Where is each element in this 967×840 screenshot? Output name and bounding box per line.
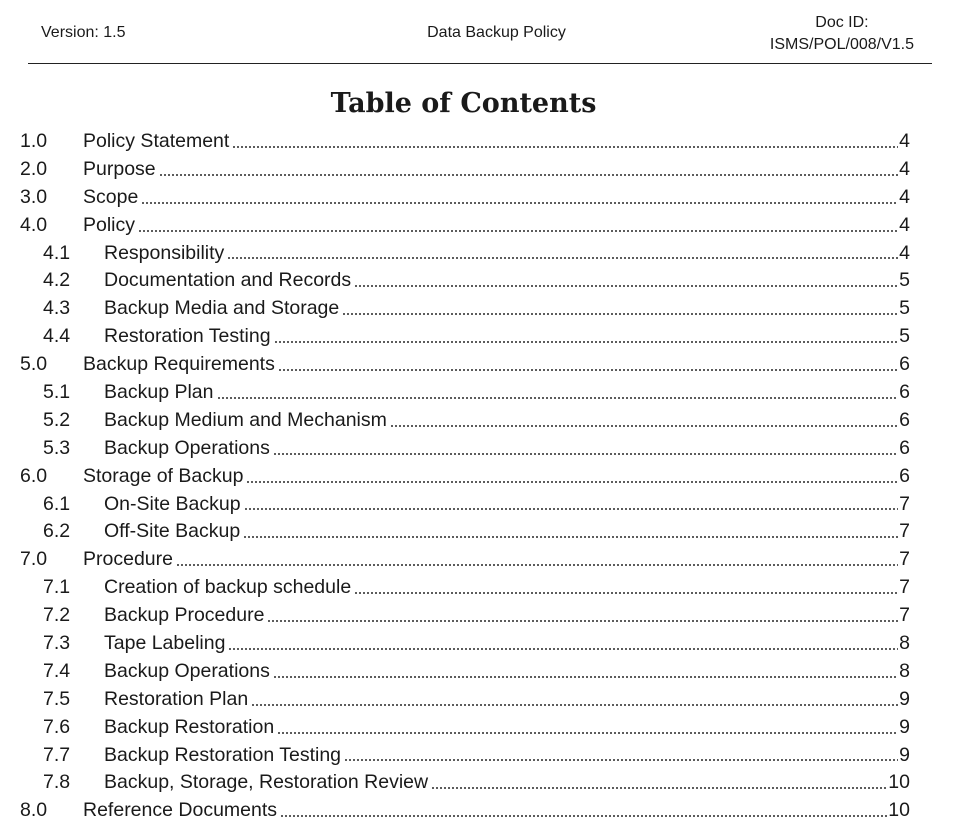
toc-entry[interactable] [0,714,910,742]
toc-entry-number: 4.4 [43,325,71,348]
toc-entry-number: 3.0 [20,185,48,208]
toc-entry[interactable] [0,267,910,295]
toc-dot-leader [244,507,899,511]
toc-dot-leader [431,786,887,790]
toc-entry-label[interactable]: Reference Documents [83,799,278,822]
toc-entry-page-number: 7 [899,520,910,543]
toc-entry-page-number: 4 [899,213,910,236]
toc-dot-leader [354,284,898,288]
toc-entry-label[interactable]: Responsibility [104,241,225,264]
toc-dot-leader [273,452,898,456]
toc-entry-number: 7.1 [43,576,71,599]
toc-entry[interactable] [0,240,910,268]
toc-dot-leader [277,731,898,735]
toc-entry-label[interactable]: Backup Plan [104,381,214,404]
document-version: Version: 1.5 [41,24,126,41]
toc-entry-page-number: 7 [899,604,910,627]
toc-entry[interactable] [0,602,910,630]
table-of-contents [0,128,910,825]
toc-dot-leader [273,675,898,679]
toc-dot-leader [176,563,898,567]
toc-dot-leader [232,145,898,149]
toc-dot-leader [243,535,898,539]
toc-entry[interactable] [0,156,910,184]
toc-dot-leader [354,591,898,595]
toc-entry-label[interactable]: Purpose [83,157,156,180]
toc-entry[interactable] [0,184,910,212]
toc-entry[interactable] [0,128,910,156]
toc-entry-number: 5.2 [43,408,71,431]
toc-entry[interactable] [0,742,910,770]
toc-entry-number: 4.0 [20,213,48,236]
toc-entry-label[interactable]: Restoration Testing [104,325,271,348]
toc-dot-leader [280,814,887,818]
toc-entry-label[interactable]: Backup Media and Storage [104,297,340,320]
toc-entry-page-number: 5 [899,269,910,292]
toc-entry-number: 8.0 [20,799,48,822]
toc-entry-page-number: 4 [899,185,910,208]
toc-entry-number: 7.0 [20,548,48,571]
toc-dot-leader [344,758,898,762]
toc-entry-page-number: 9 [899,743,910,766]
toc-entry-page-number: 6 [899,408,910,431]
toc-entry-label[interactable]: Off-Site Backup [104,520,241,543]
toc-dot-leader [227,256,898,260]
toc-entry-label[interactable]: On-Site Backup [104,492,241,515]
toc-entry[interactable] [0,769,910,797]
toc-dot-leader [251,703,898,707]
toc-entry-number: 7.4 [43,659,71,682]
toc-entry-number: 5.1 [43,381,71,404]
toc-entry-page-number: 4 [899,241,910,264]
toc-entry[interactable] [0,797,910,825]
toc-entry-label[interactable]: Backup Medium and Mechanism [104,408,387,431]
toc-entry-label[interactable]: Backup, Storage, Restoration Review [104,771,429,794]
toc-entry-label[interactable]: Backup Procedure [104,604,265,627]
toc-entry-number: 7.3 [43,632,71,655]
document-title: Data Backup Policy [427,24,566,41]
toc-entry-page-number: 8 [899,632,910,655]
toc-entry-number: 6.0 [20,464,48,487]
toc-entry[interactable] [0,630,910,658]
toc-entry-number: 7.2 [43,604,71,627]
toc-entry[interactable] [0,323,910,351]
toc-entry-number: 2.0 [20,157,48,180]
page-header [28,0,932,64]
toc-entry-label[interactable]: Backup Operations [104,659,270,682]
toc-dot-leader [228,647,898,651]
toc-dot-leader [159,173,899,177]
toc-entry-page-number: 9 [899,715,910,738]
toc-entry-number: 7.6 [43,715,71,738]
toc-entry[interactable] [0,574,910,602]
toc-entry-page-number: 4 [899,157,910,180]
toc-entry-page-number: 10 [888,771,910,794]
toc-entry[interactable] [0,351,910,379]
toc-entry-label[interactable]: Policy Statement [83,130,230,152]
toc-dot-leader [342,312,898,316]
toc-entry-label[interactable]: Restoration Plan [104,687,249,710]
toc-entry-label[interactable]: Policy [83,213,136,236]
document-id [770,12,914,56]
toc-entry-label[interactable]: Backup Requirements [83,353,275,376]
toc-entry-number: 7.7 [43,743,71,766]
toc-entry[interactable] [0,686,910,714]
toc-entry[interactable] [0,435,910,463]
toc-entry-page-number: 8 [899,659,910,682]
toc-entry[interactable] [0,518,910,546]
document-id-label: Doc ID: [815,14,869,31]
toc-heading: Table of Contents [330,88,597,119]
toc-entry-number: 6.1 [43,492,71,515]
toc-entry-label[interactable]: Tape Labeling [104,632,226,655]
toc-entry[interactable] [0,212,910,240]
toc-entry-number: 7.5 [43,687,71,710]
document-id-value: ISMS/POL/008/V1.5 [769,36,914,53]
toc-dot-leader [217,396,899,400]
toc-entry-label[interactable]: Backup Restoration [104,715,275,738]
toc-entry-page-number: 6 [899,353,910,376]
toc-entry-page-number: 4 [899,130,910,152]
toc-entry-label[interactable]: Documentation and Records [104,269,352,292]
toc-entry-number: 5.3 [43,436,71,459]
toc-dot-leader [274,340,899,344]
toc-entry-number: 4.2 [43,269,71,292]
toc-entry-number: 6.2 [43,520,71,543]
toc-dot-leader [141,201,898,205]
toc-entry-page-number: 5 [899,297,910,320]
toc-entry-page-number: 10 [888,799,910,822]
toc-entry[interactable] [0,658,910,686]
toc-entry-label[interactable]: Backup Restoration Testing [104,743,342,766]
toc-entry[interactable] [0,463,910,491]
toc-entry-number: 4.1 [43,241,71,264]
toc-entry-number: 1.0 [20,130,48,152]
toc-entry[interactable] [0,407,910,435]
toc-entry[interactable] [0,295,910,323]
toc-entry[interactable] [0,491,910,519]
toc-entry-label[interactable]: Procedure [83,548,173,571]
toc-entry-number: 4.3 [43,297,71,320]
toc-dot-leader [278,368,898,372]
toc-dot-leader [138,229,898,233]
toc-entry-page-number: 7 [899,548,910,571]
toc-entry-page-number: 7 [899,492,910,515]
toc-entry-label[interactable]: Storage of Backup [83,464,244,487]
toc-entry[interactable] [0,379,910,407]
toc-entry-page-number: 6 [899,464,910,487]
toc-entry-label[interactable]: Scope [83,185,139,208]
toc-entry-label[interactable]: Backup Operations [104,436,270,459]
toc-entry[interactable] [0,546,910,574]
toc-entry-label[interactable]: Creation of backup schedule [104,576,352,599]
toc-dot-leader [390,424,898,428]
toc-entry-number: 5.0 [20,353,48,376]
toc-entry-page-number: 5 [899,325,910,348]
toc-entry-page-number: 6 [899,381,910,404]
toc-entry-number: 7.8 [43,771,71,794]
toc-entry-page-number: 9 [899,687,910,710]
toc-entry-page-number: 7 [899,576,910,599]
toc-dot-leader [246,480,898,484]
toc-entry-page-number: 6 [899,436,910,459]
toc-dot-leader [267,619,898,623]
